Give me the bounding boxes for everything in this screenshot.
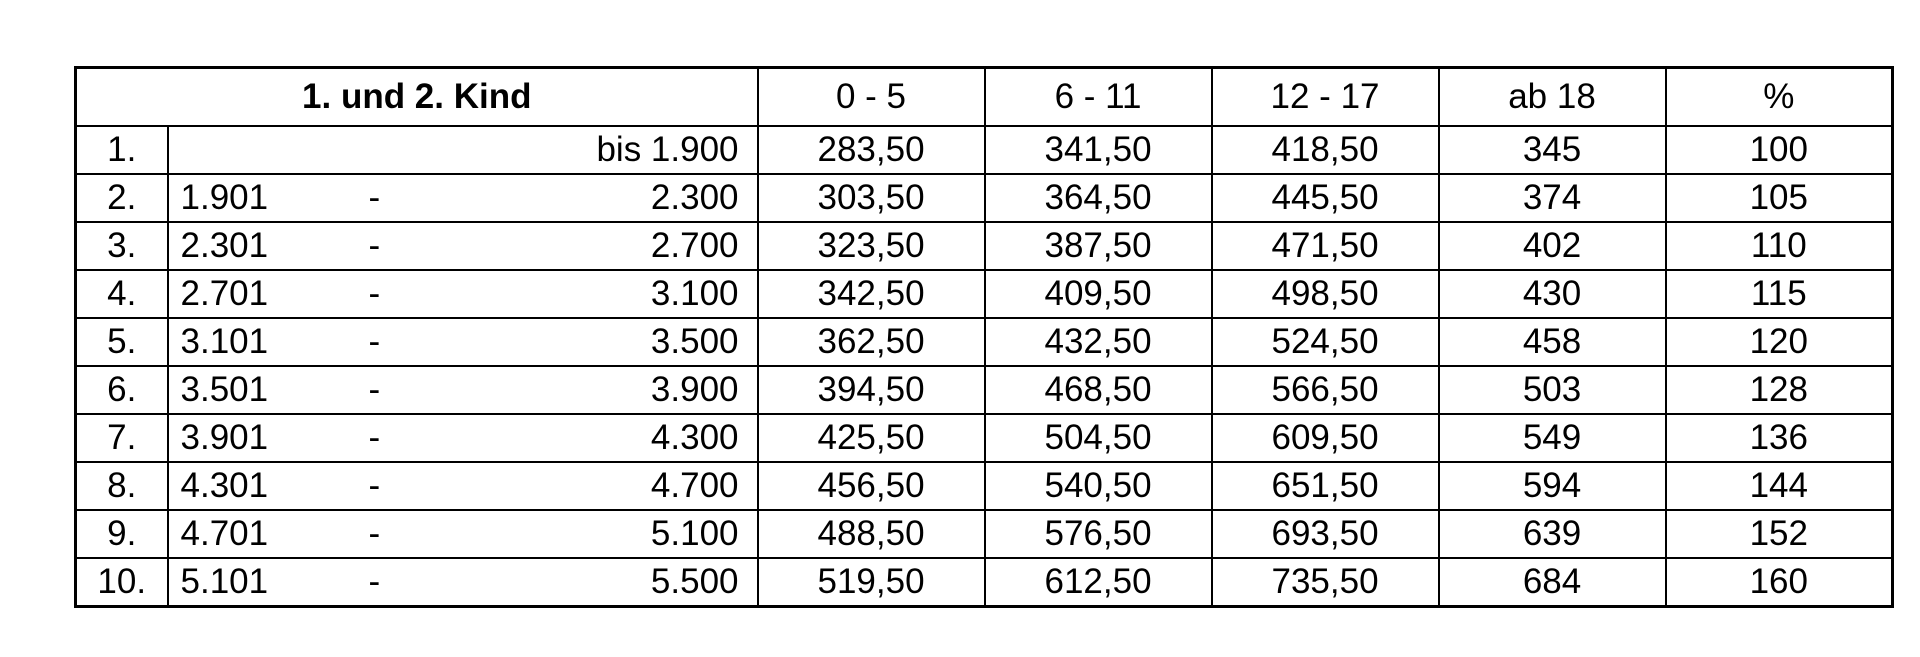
value-age-6-11: 576,50 (985, 510, 1212, 558)
row-rank: 7. (76, 414, 168, 462)
income-range-cell (168, 366, 758, 414)
table-row (76, 270, 1893, 318)
range-to: 5.500 (650, 562, 739, 601)
value-age-18-plus: 430 (1439, 270, 1666, 318)
income-table-container (74, 66, 1894, 608)
row-rank: 1. (76, 126, 168, 174)
range-dash: - (368, 370, 381, 409)
income-range-cell (168, 510, 758, 558)
value-age-0-5: 488,50 (758, 510, 985, 558)
range-dash: - (368, 226, 381, 265)
table-row (76, 126, 1893, 174)
income-table (74, 66, 1894, 608)
range-to: 3.900 (650, 370, 739, 409)
table-header-row (76, 68, 1893, 127)
value-age-0-5: 323,50 (758, 222, 985, 270)
row-rank: 2. (76, 174, 168, 222)
column-header-age-18-plus: ab 18 (1439, 68, 1666, 127)
row-rank: 6. (76, 366, 168, 414)
value-age-0-5: 519,50 (758, 558, 985, 607)
range-to: 3.500 (650, 322, 739, 361)
value-age-12-17: 651,50 (1212, 462, 1439, 510)
range-to: bis 1.900 (596, 130, 739, 169)
value-age-18-plus: 345 (1439, 126, 1666, 174)
range-dash: - (368, 178, 381, 217)
value-age-0-5: 303,50 (758, 174, 985, 222)
value-age-18-plus: 594 (1439, 462, 1666, 510)
income-range-cell (168, 174, 758, 222)
range-dash: - (368, 514, 381, 553)
value-percent: 128 (1666, 366, 1893, 414)
column-header-age-12-17: 12 - 17 (1212, 68, 1439, 127)
range-from: 3.901 (180, 418, 269, 457)
value-age-0-5: 394,50 (758, 366, 985, 414)
column-header-percent: % (1666, 68, 1893, 127)
value-age-12-17: 693,50 (1212, 510, 1439, 558)
value-age-6-11: 409,50 (985, 270, 1212, 318)
value-age-6-11: 540,50 (985, 462, 1212, 510)
row-rank: 4. (76, 270, 168, 318)
value-age-6-11: 364,50 (985, 174, 1212, 222)
range-to: 4.700 (650, 466, 739, 505)
income-range-cell (168, 414, 758, 462)
value-percent: 110 (1666, 222, 1893, 270)
value-percent: 100 (1666, 126, 1893, 174)
table-row (76, 558, 1893, 607)
table-row (76, 222, 1893, 270)
row-rank: 10. (76, 558, 168, 607)
range-from: 4.301 (180, 466, 269, 505)
row-rank: 5. (76, 318, 168, 366)
value-age-12-17: 418,50 (1212, 126, 1439, 174)
value-percent: 144 (1666, 462, 1893, 510)
value-age-6-11: 432,50 (985, 318, 1212, 366)
value-age-12-17: 471,50 (1212, 222, 1439, 270)
range-to: 4.300 (650, 418, 739, 457)
table-row (76, 318, 1893, 366)
value-age-0-5: 425,50 (758, 414, 985, 462)
range-from: 4.701 (180, 514, 269, 553)
value-age-18-plus: 402 (1439, 222, 1666, 270)
value-age-0-5: 342,50 (758, 270, 985, 318)
value-age-6-11: 612,50 (985, 558, 1212, 607)
value-age-18-plus: 458 (1439, 318, 1666, 366)
row-rank: 3. (76, 222, 168, 270)
range-to: 2.300 (650, 178, 739, 217)
value-age-12-17: 445,50 (1212, 174, 1439, 222)
range-dash: - (368, 418, 381, 457)
value-age-0-5: 362,50 (758, 318, 985, 366)
table-row (76, 366, 1893, 414)
group-header: 1. und 2. Kind (76, 68, 758, 127)
value-age-18-plus: 684 (1439, 558, 1666, 607)
column-header-age-0-5: 0 - 5 (758, 68, 985, 127)
value-age-12-17: 735,50 (1212, 558, 1439, 607)
range-dash: - (368, 274, 381, 313)
value-age-12-17: 524,50 (1212, 318, 1439, 366)
value-percent: 136 (1666, 414, 1893, 462)
value-age-0-5: 283,50 (758, 126, 985, 174)
income-range-cell (168, 462, 758, 510)
range-from: 2.301 (180, 226, 269, 265)
value-age-18-plus: 503 (1439, 366, 1666, 414)
value-age-0-5: 456,50 (758, 462, 985, 510)
range-from: 3.101 (180, 322, 269, 361)
column-header-age-6-11: 6 - 11 (985, 68, 1212, 127)
table-row (76, 414, 1893, 462)
table-row (76, 462, 1893, 510)
value-age-18-plus: 639 (1439, 510, 1666, 558)
row-rank: 8. (76, 462, 168, 510)
range-to: 2.700 (650, 226, 739, 265)
income-range-cell (168, 222, 758, 270)
value-age-18-plus: 374 (1439, 174, 1666, 222)
range-from: 5.101 (180, 562, 269, 601)
value-age-6-11: 341,50 (985, 126, 1212, 174)
table-row (76, 510, 1893, 558)
value-age-6-11: 504,50 (985, 414, 1212, 462)
range-from: 1.901 (180, 178, 269, 217)
range-dash: - (368, 562, 381, 601)
income-range-cell (168, 126, 758, 174)
range-to: 3.100 (650, 274, 739, 313)
range-from: 3.501 (180, 370, 269, 409)
value-age-6-11: 387,50 (985, 222, 1212, 270)
range-dash: - (368, 322, 381, 361)
row-rank: 9. (76, 510, 168, 558)
income-range-cell (168, 558, 758, 607)
value-age-12-17: 566,50 (1212, 366, 1439, 414)
value-age-12-17: 498,50 (1212, 270, 1439, 318)
value-percent: 160 (1666, 558, 1893, 607)
value-percent: 105 (1666, 174, 1893, 222)
range-from: 2.701 (180, 274, 269, 313)
value-age-6-11: 468,50 (985, 366, 1212, 414)
income-range-cell (168, 318, 758, 366)
range-to: 5.100 (650, 514, 739, 553)
table-body (76, 126, 1893, 607)
range-dash: - (368, 466, 381, 505)
value-age-12-17: 609,50 (1212, 414, 1439, 462)
value-percent: 152 (1666, 510, 1893, 558)
value-percent: 115 (1666, 270, 1893, 318)
table-row (76, 174, 1893, 222)
value-age-18-plus: 549 (1439, 414, 1666, 462)
value-percent: 120 (1666, 318, 1893, 366)
income-range-cell (168, 270, 758, 318)
